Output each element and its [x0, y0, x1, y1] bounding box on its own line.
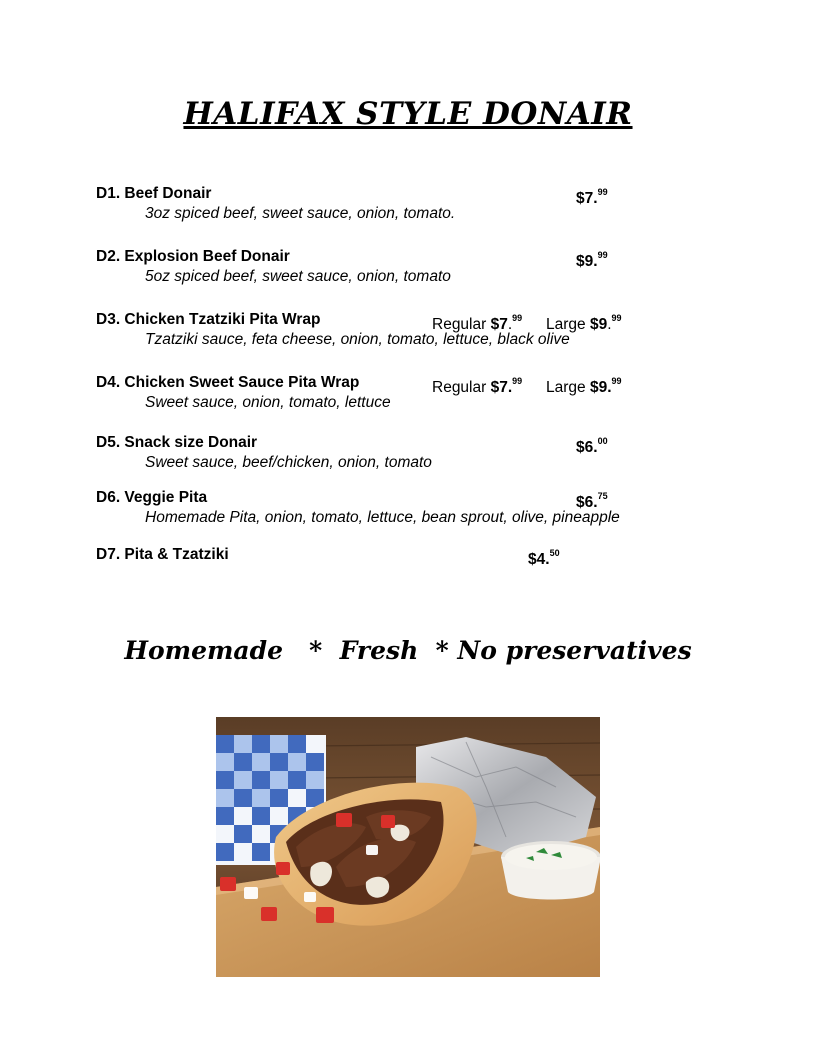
item-description: 3oz spiced beef, sweet sauce, onion, tomato. — [145, 205, 456, 222]
item-price: $4.50 — [528, 548, 560, 569]
item-description: Tzatziki sauce, feta cheese, onion, tomato, lettuce, black olive — [145, 331, 570, 348]
menu-title: HALIFAX STYLE DONAIR — [183, 96, 633, 132]
item-price: $7.99 — [576, 187, 608, 208]
item-description: Homemade Pita, onion, tomato, lettuce, bean sprout, olive, pineapple — [145, 509, 620, 526]
donair-photo — [216, 717, 600, 977]
item-price-regular: Regular $7.99 — [432, 376, 523, 397]
item-description: 5oz spiced beef, sweet sauce, onion, tomato — [145, 268, 451, 285]
item-name: D6. Veggie Pita — [96, 489, 208, 506]
item-price: $9.99 — [576, 250, 608, 271]
item-price: $6.00 — [576, 436, 608, 457]
item-description: Sweet sauce, beef/chicken, onion, tomato — [145, 454, 432, 471]
menu-item-d5 — [96, 433, 716, 472]
menu-item-d7 — [96, 545, 716, 569]
item-name: D5. Snack size Donair — [96, 434, 258, 451]
item-name: D4. Chicken Sweet Sauce Pita Wrap — [96, 374, 360, 391]
menu-item-d2 — [96, 247, 716, 286]
item-price: $6.75 — [576, 491, 608, 512]
item-price-large: Large $9.99 — [546, 376, 622, 397]
item-name: D1. Beef Donair — [96, 185, 212, 202]
menu-item-d1 — [96, 184, 716, 223]
item-name: D3. Chicken Tzatziki Pita Wrap — [96, 311, 321, 328]
item-price-large: Large $9.99 — [546, 313, 622, 334]
item-description: Sweet sauce, onion, tomato, lettuce — [145, 394, 391, 411]
menu-item-d4 — [96, 373, 716, 412]
item-price-regular: Regular $7.99 — [432, 313, 523, 334]
item-name: D2. Explosion Beef Donair — [96, 248, 290, 265]
menu-item-d3 — [96, 310, 716, 349]
tagline: Homemade * Fresh * No preservatives — [124, 636, 692, 665]
item-name: D7. Pita & Tzatziki — [96, 546, 229, 563]
menu-item-d6 — [96, 488, 716, 527]
